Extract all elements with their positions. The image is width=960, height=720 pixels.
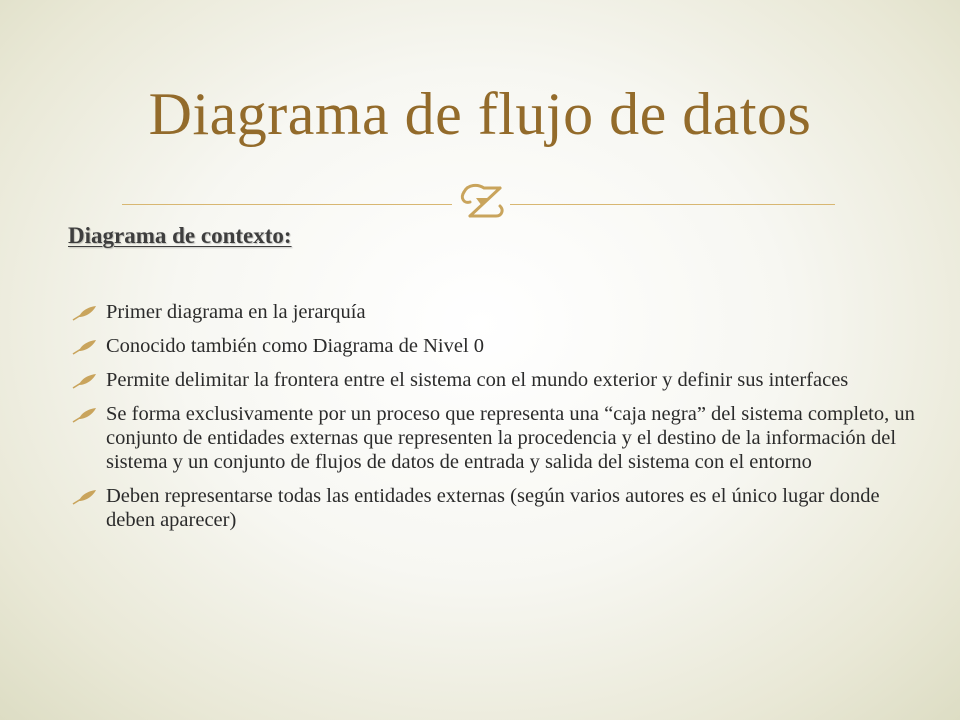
bullet-item xyxy=(72,368,922,392)
bullet-text: Deben representarse todas las entidades externas (según varios autores es el único lugar donde deben aparecer) xyxy=(106,485,880,531)
bullet-text: Permite delimitar la frontera entre el sistema con el mundo exterior y definir sus interfaces xyxy=(106,369,849,391)
feather-bullet-icon xyxy=(72,339,98,355)
bullet-text: Conocido también como Diagrama de Nivel 0 xyxy=(106,335,485,357)
feather-bullet-icon xyxy=(72,489,98,505)
scroll-ornament-icon xyxy=(456,178,508,226)
feather-bullet-icon xyxy=(72,407,98,423)
bullet-item xyxy=(72,402,922,474)
section-subtitle: Diagrama de contexto: xyxy=(68,223,292,248)
feather-bullet-icon xyxy=(72,373,98,389)
bullet-item xyxy=(72,300,922,324)
slide-title: Diagrama de flujo de datos xyxy=(148,81,812,147)
title-rule-right xyxy=(510,204,835,205)
bullet-list xyxy=(72,300,922,542)
bullet-text: Primer diagrama en la jerarquía xyxy=(106,301,366,323)
title-rule-left xyxy=(122,204,452,205)
feather-bullet-icon xyxy=(72,305,98,321)
bullet-item xyxy=(72,484,922,532)
bullet-text: Se forma exclusivamente por un proceso que representa una “caja negra” del sistema completo, un conjunto de entidades externas que representen la procedencia y el destino de la información del sistema y un conjunto de flujos de datos de entrada y salida del sistema con el entorno xyxy=(106,403,915,473)
bullet-item xyxy=(72,334,922,358)
